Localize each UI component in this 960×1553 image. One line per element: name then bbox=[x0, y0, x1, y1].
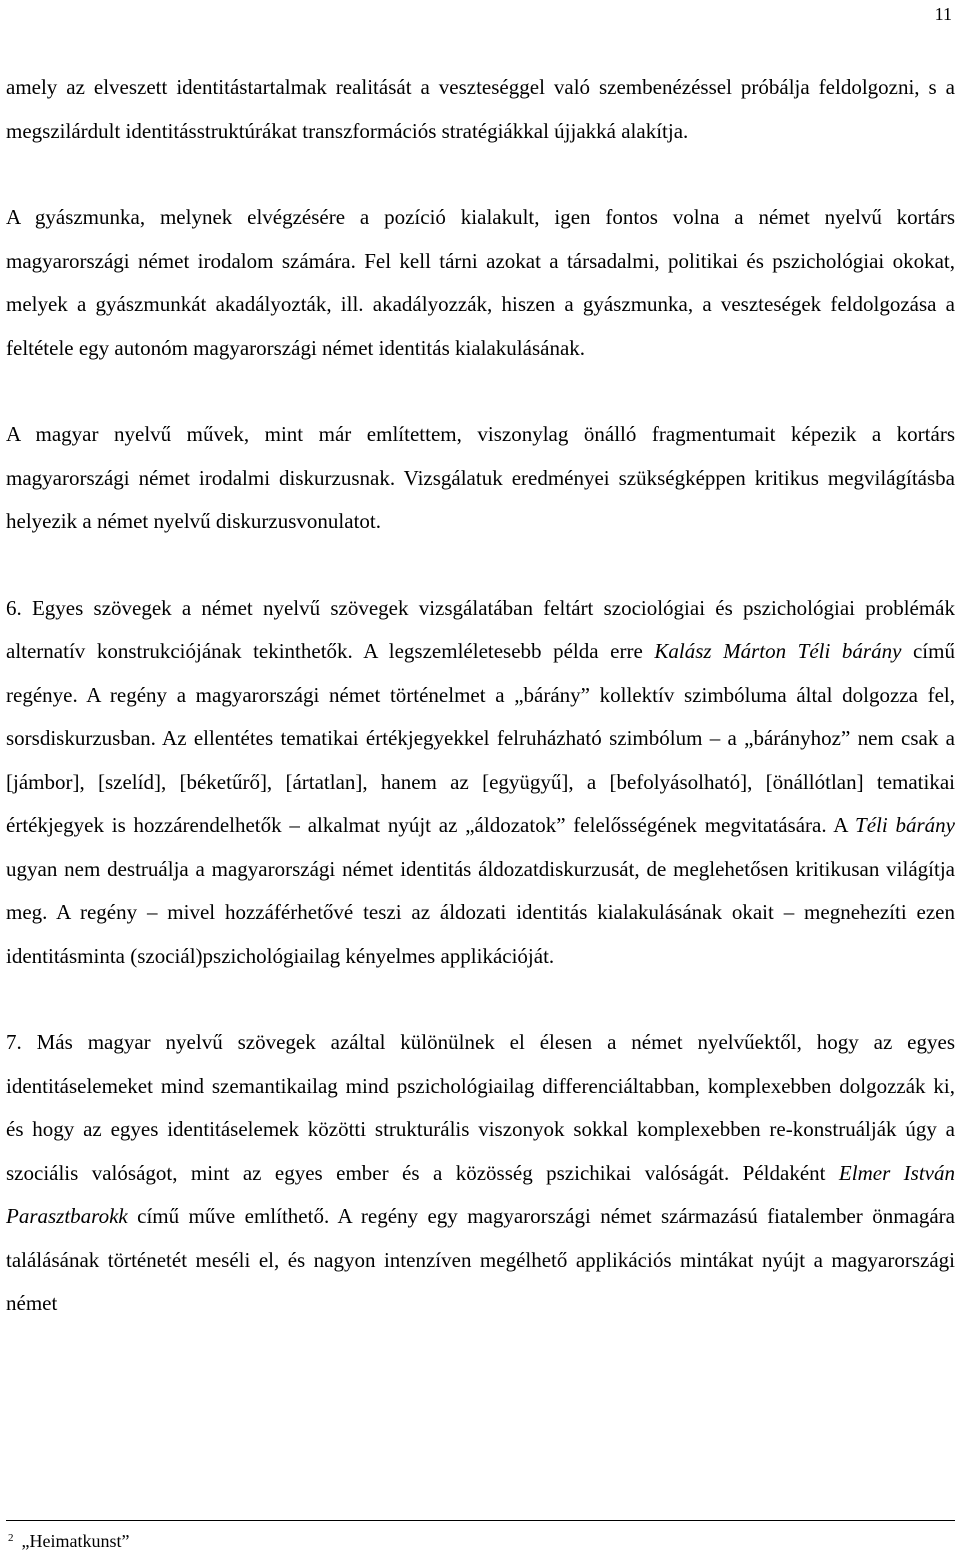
paragraph-5-text-b: című műve említhető. A regény egy magyarországi német származású fiatalember önmagára találásának történetét meséli el, és nagyon intenzíven megélhető applikációs mintákat nyújt a magyarországi német bbox=[6, 1204, 955, 1315]
book-title-parasztbarokk: Elmer István Parasztbarokk bbox=[6, 1160, 955, 1228]
book-title-teli-barany-author: Kalász Márton Téli bárány bbox=[654, 639, 902, 663]
paragraph-4-text-c: ugyan nem destruálja a magyarországi német identitás áldozatdiskurzusát, de meglehetősen kritikusan világítja meg. A regény – mivel hozzáférhetővé teszi az áldozati identitás kialakulásának okait – megnehezíti ezen identitásminta (szociál)pszichológiailag kényelmes applikációját. bbox=[6, 856, 955, 968]
footnote-text: „Heimatkunst” bbox=[21, 1531, 130, 1551]
paragraph-5 bbox=[6, 1021, 955, 1326]
paragraph-4 bbox=[6, 587, 955, 979]
paragraph-4-text-a: 6. Egyes szövegek a német nyelvű szövegek vizsgálatában feltárt szociológiai és pszichológiai problémák alternatív konstrukciójának tekinthetők. A legszemléletesebb példa erre bbox=[6, 595, 955, 663]
footnote bbox=[8, 1527, 129, 1552]
footnote-number: 2 bbox=[8, 1532, 14, 1544]
paragraph-4-text-b: című regénye. A regény a magyarországi német történelmet a „bárány” kollektív szimbóluma által dolgozza fel, sorsdiskurzusban. Az ellentétes tematikai értékjegyekkel felruházható szimbólum – a „bárányhoz” nem csak a [jámbor], [szelíd], [béketűrő], [ártatlan], hanem az [együgyű], a [befolyásolható], [önállótlan] tematikai értékjegyek is hozzárendelhetők – alkalmat nyújt az „áldozatok” felelősségének megvitatására. A bbox=[6, 639, 955, 837]
paragraph-5-text-a: 7. Más magyar nyelvű szövegek azáltal különülnek el élesen a német nyelvűektől, hogy az egyes identitáselemeket mind szemantikailag mind pszichológiailag differenciáltabban, komplexebben dolgozzák ki, és hogy az egyes identitáselemek közötti strukturális viszonyok sokkal komplexebben re-konstruálják úgy a szociális valóságot, mint az egyes ember és a közösség pszichikai valóságát. Példaként bbox=[6, 1030, 955, 1185]
paragraph-1: amely az elveszett identitástartalmak realitását a veszteséggel való szembenézéssel próbálja feldolgozni, s a megszilárdult identitásstruktúrákat transzformációs stratégiákkal újjakká alakítja. bbox=[6, 75, 955, 143]
footnote-separator bbox=[6, 1520, 955, 1521]
body-text bbox=[6, 66, 955, 1326]
paragraph-3: A magyar nyelvű művek, mint már említettem, viszonylag önálló fragmentumait képezik a kortárs magyarországi német irodalmi diskurzusnak. Vizsgálatuk eredményei szükségképpen kritikus megvilágításba helyezik a német nyelvű diskurzusvonulatot. bbox=[6, 422, 955, 533]
page-number: 11 bbox=[934, 4, 952, 24]
book-title-teli-barany: Téli bárány bbox=[855, 813, 955, 837]
paragraph-2: A gyászmunka, melynek elvégzésére a pozíció kialakult, igen fontos volna a német nyelvű kortárs magyarországi német irodalom számára. Fel kell tárni azokat a társadalmi, politikai és pszichológiai okokat, melyek a gyászmunkát akadályozták, ill. akadályozzák, hiszen a gyászmunka, a veszteségek feldolgozása a feltétele egy autonóm magyarországi német identitás kialakulásának. bbox=[6, 205, 955, 360]
